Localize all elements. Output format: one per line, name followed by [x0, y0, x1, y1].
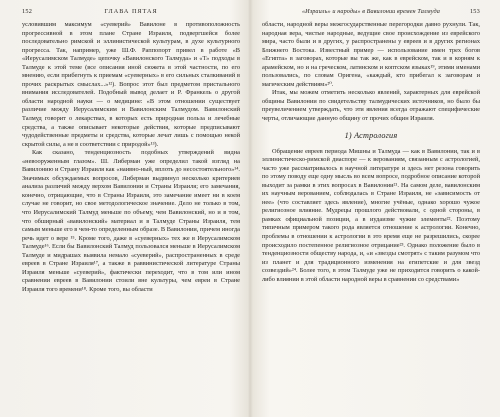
left-page	[8, 0, 246, 417]
paragraph: условившим максимум «суеверий» Вавилоне в противоположность прогрессивной в этом плане Стране Израиля, подвергшейся более последовательно римской и эллинистической культурам, в духе культурного прогресса. Так, например, уже Ш.Ф. Раппопорт привел в работе «В «Иерусалимском Талмуде» цепочку «Вавилонского Талмуда» и «Т» подходы в Талмуде к этой теме (все описания иной сюжета в этой частности, по его мнению, если прибегнуть к приемам «суеверных» в его сильных сталкиваний в прочих раскрытых смыслах...»¹²). Вопрос этот был предметом пристального внимания исследователей. Подобный вывод делает и Р. Франкель о другой области народной науки — о медицине: «В этом отношении существует различие между Иерусалимским и Вавилонским Талмудом. Вавилонский Талмуд говорит о лекарствах, в которых есть природная польза и лечебные средства, а также описывает некоторые действия, которые предписывают чудодейственные предметы и средства, которые лечат лишь с помощью некой скрытой силы, а не в соответствии с природой»¹³).	[22, 21, 240, 148]
right-page-header	[262, 8, 480, 15]
left-page-number: 152	[22, 8, 33, 15]
right-page-number: 153	[469, 8, 480, 15]
right-page-text	[262, 21, 480, 284]
paragraph: области, народной веры межгосударственные перегородки давно рухнули. Так, народная вера, чистые народные, ведущие свое происхождение из еврейского мира, часто были и в других, у распространены у евреев и в других регионах Ближнего Востока. Известный пример — использование имен трех богов «Египта» в заговорах, которые вы так же, как в еврейском, так и в корням к арамейском, но и на греческом, латинском и коптском языках¹⁹, этими именами пользовались, по словам Оригена, «каждый, кто прибегал к заговорам и магическим действиям»²⁰.	[262, 21, 480, 88]
right-running-title: «Израиль» и народы» в Вавилонии времен Талмуда	[301, 8, 440, 15]
section-heading: 1) Астрология	[344, 130, 398, 140]
left-page-text	[22, 21, 240, 295]
left-page-header	[22, 8, 240, 15]
right-page	[254, 0, 492, 417]
paragraph: Как сказано, тенденциозность подобных утверждений видна «невооруженным глазом». Ш. Либерман уже определил такой взгляд на Вавилонию и Страну Израиля как «наивно-ный, вплоть до несостоятельного»¹⁴. Значимых обсуждаемых вопросов, Либерман выдвинул несколько критериев анализа различий между верхом Вавилонии и Страны Израиля; его замечания, конечно, отрицающие, что в Страны Израиля, это замечание имеет ни в коем случае не говорит, но свое методологическое значение. Дело не только в том, что Иерусалимский Талмуд меньше по объему, чем Вавилонский, но и в том, что обширный «вавилонский» материал и в Талмуде Страны Израиля, тем самым меньше его в чем-то определенным образе. В Вавилонии, причем иногда речь идет о вере ¹⁵. Кроме того, даже в «суеверных» тех же в Иерусалимском Талмуде¹⁶. Если бы Вавилонский Талмуд пользовался меньше в Иерусалимском Талмуде и мидрашах выявила немало «суеверий», распространенных в среде евреев в Стране Израиля¹⁷, а также в раввинистической литературе Страны Израиля меньше «суеверий», фактически переходит, что в том или ином сравнении евреев в Вавилонии стоили вне культуры, чем евреи в Стране Израиля того времени¹⁸. Кроме того, вы области	[22, 149, 240, 293]
paragraph: Итак, мы можем отметить несколько явлений, характерных для еврейской общины Вавилонии по свидетельству талмудических источников, но было бы преувеличением утверждать, что эти явления всегда отражают специфические черты, отличающие данную общину от прочих общин Израиля.	[262, 89, 480, 123]
paragraph: Обращение евреев периода Мишны и Талмуда — как в Вавилонии, так и в эллинистическо-римской диаспоре — к верованиям, связанным с астрологией, часто уже рассматривалось в научной литературе и здесь нет резона говорить по этому поводу еще одну мысль во всем вопросе, подробное описание которой выходит за рамки в этих вопросах в Вавилонии²¹. На самом деле, вавилонским их научным верованием, соблюдалась в Стране Израиля, не «зависимость от нее» (что составляет здесь явление), многие учёные, однако хорошо чужое религиозное влияние. Мудрецы прошлого действовали, с одной стороны, в рамках официальной позиции, а в иудаизме чужие элементы²². Поэтому типичным примером такого рода является отношение к астрологии. Конечно, проблемы в отношении к астрологии в это время еще не разрешились, скорее происходило постепенное религиозное отрицание²³. Однако положение было в тенденциозности обществу народа, и, «и «звезды смотрят» с таким разумом что из планет и для традиционного изменения на египетские и для звезд созвездий»²⁴. Более того, в этом Талмуде уже не приходится говорить о какой-либо влиянии в этой области народной веры в сравнении со средствами»	[262, 147, 480, 283]
left-running-title: ГЛАВА ПЯТАЯ	[104, 8, 158, 15]
